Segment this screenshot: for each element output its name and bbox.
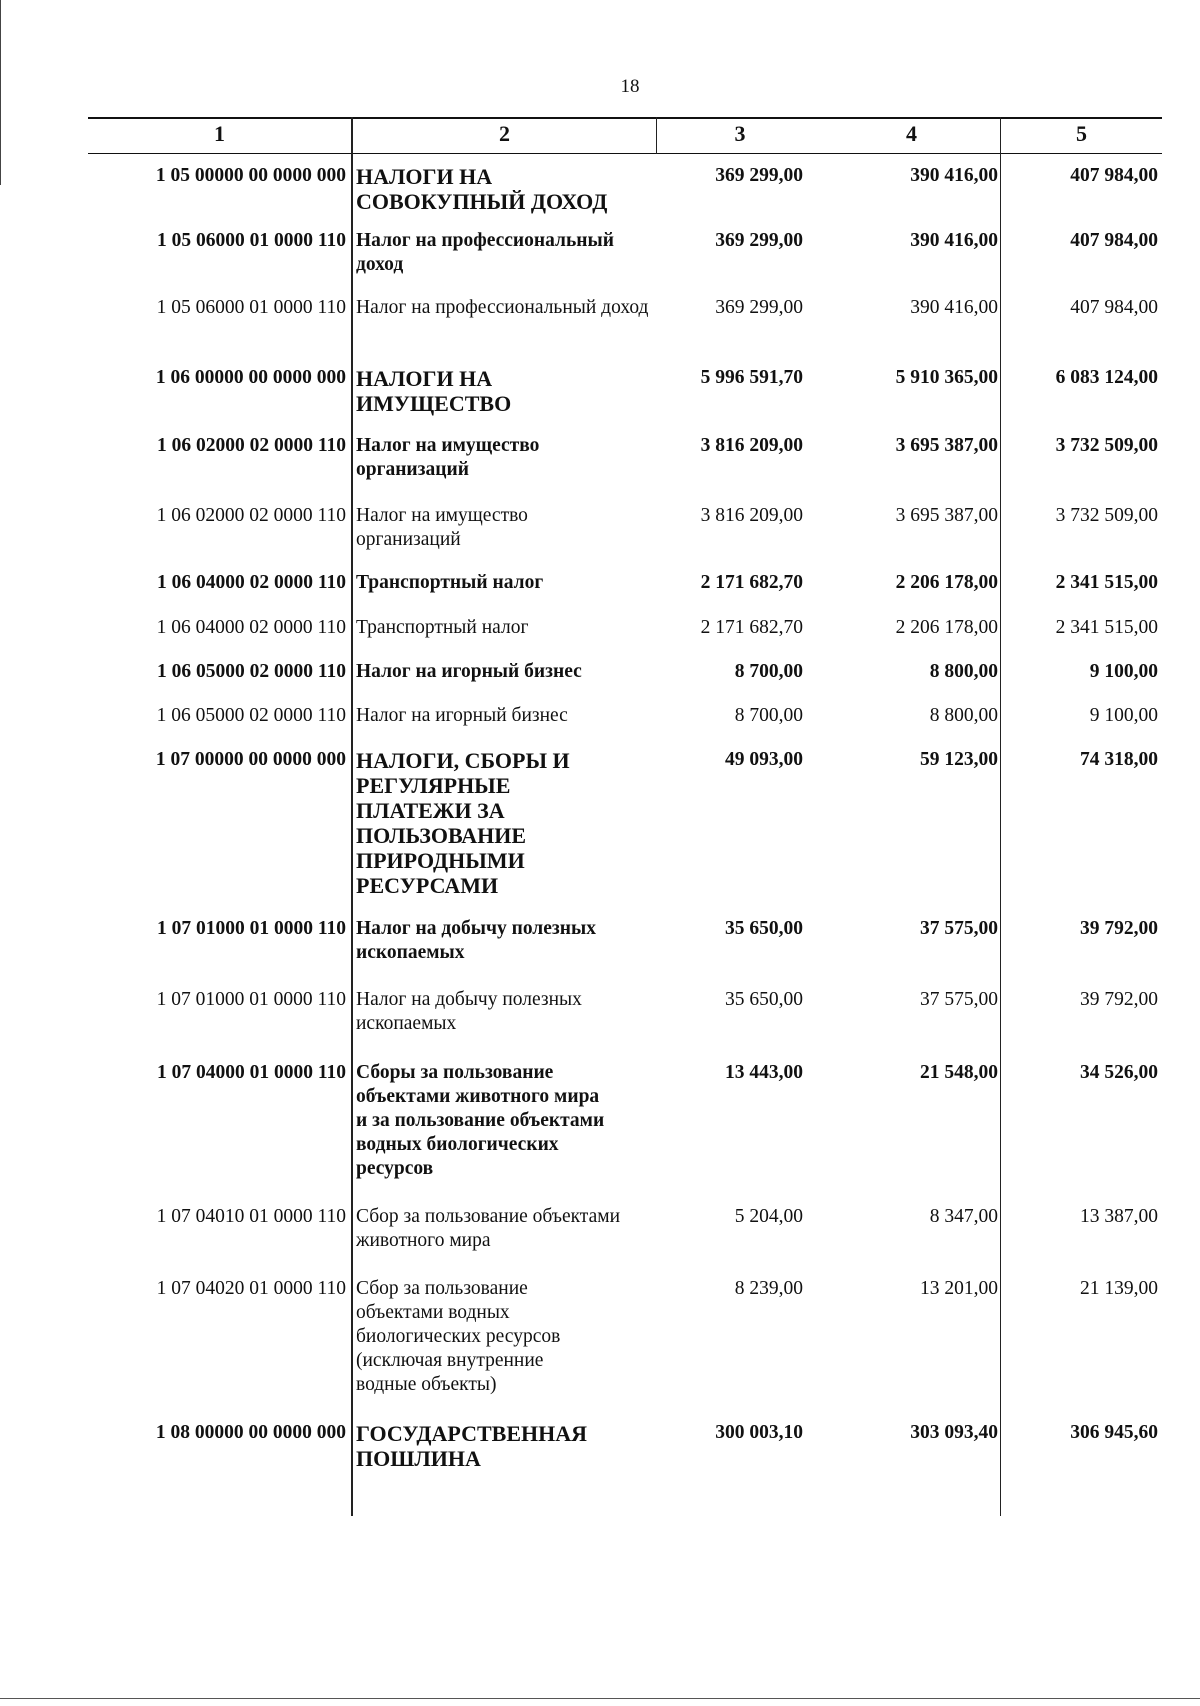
row-value-col3: 35 650,00 [725, 918, 803, 939]
row-name: Налог на игорный бизнес [356, 661, 582, 682]
column-header-3: 3 [734, 121, 746, 146]
row-value-col5: 306 945,60 [1070, 1422, 1158, 1443]
row-value-col3: 13 443,00 [725, 1062, 803, 1083]
row-value-col5: 407 984,00 [1070, 230, 1158, 251]
row-value-col3: 8 700,00 [734, 661, 803, 682]
row-code: 1 08 00000 00 0000 000 [155, 1422, 346, 1443]
row-value-col3: 2 171 682,70 [700, 572, 803, 593]
row-value-col3: 8 700,00 [734, 705, 803, 726]
row-code: 1 06 05000 02 0000 110 [156, 705, 346, 726]
row-value-col3: 8 239,00 [734, 1278, 803, 1299]
row-name: Налог на имущество организаций [356, 505, 528, 550]
row-code: 1 06 00000 00 0000 000 [155, 367, 346, 388]
table-row [88, 748, 1162, 917]
page-number: 18 [620, 76, 640, 97]
row-name: Сбор за пользование объектами животного мира [356, 1206, 621, 1251]
table-row [88, 1421, 1162, 1481]
row-value-col3: 369 299,00 [715, 165, 803, 186]
row-value-col5: 34 526,00 [1080, 1062, 1158, 1083]
row-name: Сбор за пользование объектами водных биологических ресурсов (исключая внутренние водные объекты) [356, 1278, 561, 1395]
row-code: 1 06 04000 02 0000 110 [156, 572, 346, 593]
row-code: 1 07 04010 01 0000 110 [156, 1206, 346, 1227]
row-name: Налог на добычу полезных ископаемых [356, 918, 596, 963]
row-value-col4: 13 201,00 [920, 1278, 998, 1299]
table-row [88, 917, 1162, 988]
row-value-col3: 5 204,00 [734, 1206, 803, 1227]
row-name: НАЛОГИ, СБОРЫ И РЕГУЛЯРНЫЕ ПЛАТЕЖИ ЗА ПОЛЬЗОВАНИЕ ПРИРОДНЫМИ РЕСУРСАМИ [356, 748, 570, 898]
row-value-col4: 3 695 387,00 [895, 435, 998, 456]
column-header-4: 4 [906, 121, 917, 146]
column-header-2: 2 [499, 121, 510, 146]
row-name: Налог на добычу полезных ископаемых [356, 989, 582, 1034]
row-value-col5: 39 792,00 [1080, 989, 1158, 1010]
table-row [88, 434, 1162, 504]
table-row [88, 1061, 1162, 1205]
table-body [88, 164, 1162, 1481]
row-value-col3: 369 299,00 [715, 297, 803, 318]
row-code: 1 05 06000 01 0000 110 [156, 297, 346, 318]
row-value-col3: 3 816 209,00 [700, 505, 803, 526]
table-row [88, 366, 1162, 434]
row-value-col4: 8 800,00 [929, 661, 998, 682]
row-value-col5: 2 341 515,00 [1055, 617, 1158, 638]
row-value-col3: 3 816 209,00 [700, 435, 803, 456]
row-name: Транспортный налог [356, 617, 529, 638]
row-value-col5: 3 732 509,00 [1055, 435, 1158, 456]
row-name: Транспортный налог [356, 572, 544, 593]
row-code: 1 06 02000 02 0000 110 [156, 505, 346, 526]
table-row [88, 504, 1162, 571]
row-value-col5: 39 792,00 [1080, 918, 1158, 939]
table-row [88, 616, 1162, 660]
row-name: Налог на профессиональный доход [356, 297, 649, 318]
row-code: 1 07 04000 01 0000 110 [156, 1062, 346, 1083]
row-name: Налог на профессиональный доход [356, 230, 614, 275]
row-value-col5: 407 984,00 [1070, 165, 1158, 186]
row-value-col5: 9 100,00 [1089, 661, 1158, 682]
row-value-col4: 21 548,00 [920, 1062, 998, 1083]
bottom-edge-rule [0, 1698, 1200, 1699]
table-row [88, 1277, 1162, 1421]
row-value-col3: 300 003,10 [715, 1422, 803, 1443]
row-code: 1 06 02000 02 0000 110 [156, 435, 346, 456]
table-row [88, 704, 1162, 748]
row-value-col4: 2 206 178,00 [895, 617, 998, 638]
row-code: 1 05 00000 00 0000 000 [155, 165, 346, 186]
row-value-col4: 390 416,00 [910, 230, 998, 251]
row-value-col3: 5 996 591,70 [700, 367, 803, 388]
row-value-col3: 369 299,00 [715, 230, 803, 251]
table-row [88, 229, 1162, 296]
row-name: НАЛОГИ НА СОВОКУПНЫЙ ДОХОД [356, 164, 608, 214]
row-value-col4: 3 695 387,00 [895, 505, 998, 526]
budget-table [88, 117, 1162, 1516]
row-value-col4: 59 123,00 [920, 749, 998, 770]
row-value-col4: 8 800,00 [929, 705, 998, 726]
row-value-col4: 8 347,00 [929, 1206, 998, 1227]
table-row [88, 660, 1162, 704]
row-value-col3: 2 171 682,70 [700, 617, 803, 638]
table-row [88, 164, 1162, 229]
table-row [88, 988, 1162, 1061]
row-value-col4: 2 206 178,00 [895, 572, 998, 593]
row-value-col4: 390 416,00 [910, 297, 998, 318]
row-code: 1 07 04020 01 0000 110 [156, 1278, 346, 1299]
row-value-col3: 35 650,00 [725, 989, 803, 1010]
table-row [88, 296, 1162, 366]
row-code: 1 05 06000 01 0000 110 [156, 230, 346, 251]
column-header-1: 1 [214, 121, 225, 146]
table-row [88, 571, 1162, 616]
row-name: Налог на игорный бизнес [356, 705, 568, 726]
table-row [88, 1205, 1162, 1277]
row-code: 1 07 01000 01 0000 110 [156, 918, 346, 939]
row-code: 1 06 04000 02 0000 110 [156, 617, 346, 638]
row-value-col4: 5 910 365,00 [895, 367, 998, 388]
row-value-col5: 407 984,00 [1070, 297, 1158, 318]
row-value-col3: 49 093,00 [725, 749, 803, 770]
table-header-row [88, 121, 1162, 151]
row-name: НАЛОГИ НА ИМУЩЕСТВО [356, 366, 512, 416]
row-value-col5: 6 083 124,00 [1055, 367, 1158, 388]
row-name: ГОСУДАРСТВЕННАЯ ПОШЛИНА [356, 1421, 587, 1471]
row-name: Налог на имущество организаций [356, 435, 540, 480]
row-value-col5: 2 341 515,00 [1055, 572, 1158, 593]
row-code: 1 07 01000 01 0000 110 [156, 989, 346, 1010]
row-code: 1 07 00000 00 0000 000 [155, 749, 346, 770]
row-value-col5: 13 387,00 [1080, 1206, 1158, 1227]
row-code: 1 06 05000 02 0000 110 [156, 661, 346, 682]
row-value-col5: 9 100,00 [1089, 705, 1158, 726]
row-value-col5: 74 318,00 [1080, 749, 1158, 770]
row-value-col4: 390 416,00 [910, 165, 998, 186]
row-name: Сборы за пользование объектами животного мира и за пользование объектами водных биологических ресурсов [356, 1062, 605, 1179]
row-value-col5: 21 139,00 [1080, 1278, 1158, 1299]
row-value-col5: 3 732 509,00 [1055, 505, 1158, 526]
row-value-col4: 37 575,00 [920, 918, 998, 939]
row-value-col4: 303 093,40 [910, 1422, 998, 1443]
column-header-5: 5 [1076, 121, 1087, 146]
row-value-col4: 37 575,00 [920, 989, 998, 1010]
